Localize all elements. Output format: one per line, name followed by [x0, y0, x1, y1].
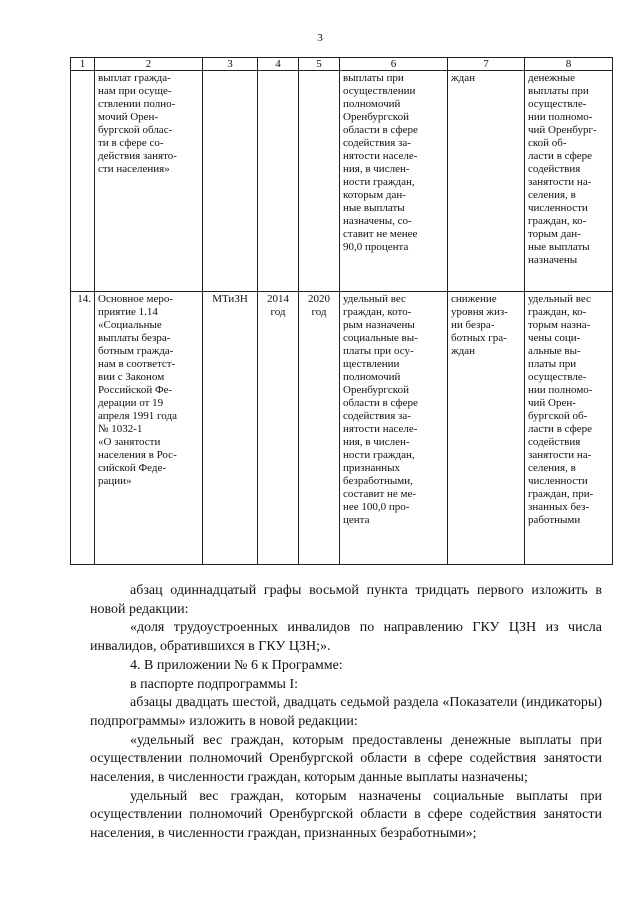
column-number-5: 5 [299, 58, 340, 71]
table-header-row [71, 58, 613, 71]
end-year: 2020 год [299, 292, 340, 565]
paragraph: удельный вес граждан, которым назначены социальные выплаты при осуществлении полномочий Оренбургской области в сфере содействия занятости населения, в численности граждан, признанных безработными»; [90, 788, 602, 842]
column-number-1: 1 [71, 58, 95, 71]
paragraph: 4. В приложении № 6 к Программе: [130, 657, 343, 673]
paragraph: абзацы двадцать шестой, двадцать седьмой раздела «Показатели (индикаторы) подпрограммы» изложить в новой редакции: [90, 695, 602, 729]
paragraph: абзац одиннадцатый графы восьмой пункта тридцать первого изложить в новой редакции: [90, 583, 602, 617]
column-number-8: 8 [525, 58, 613, 71]
page-number: 3 [317, 32, 323, 44]
paragraph: в паспорте подпрограммы I: [130, 676, 299, 692]
consequence: ждан [448, 71, 525, 292]
end-year [299, 71, 340, 292]
column-number-7: 7 [448, 58, 525, 71]
row-number [71, 71, 95, 292]
column-number-2: 2 [95, 58, 203, 71]
table-row [71, 71, 613, 292]
executor: МТиЗН [203, 292, 258, 565]
expected-result: выплаты при осуществлении полномочий Оренбургской области в сфере содействия за- нятости населе- ния, в числен- ности граждан, которым дан- ные выплаты назначены, со- ставит не менее 90,0 процента [340, 71, 448, 292]
paragraph: «удельный вес граждан, которым предоставлены денежные выплаты при осуществлении полномочий Оренбургской области в сфере содействия занятости населения, в численности граждан, которым данные выплаты назначены; [90, 732, 602, 786]
column-number-4: 4 [258, 58, 299, 71]
measure-name: выплат гражда- нам при осуще- ствлении полно- мочий Орен- бургской облас- ти в сфере со- действия занято- сти населения» [95, 71, 203, 292]
start-year [258, 71, 299, 292]
column-number-3: 3 [203, 58, 258, 71]
paragraph: «доля трудоустроенных инвалидов по направлению ГКУ ЦЗН из числа инвалидов, обратившихся в ГКУ ЦЗН;». [90, 620, 602, 655]
measure-name: Основное меро- приятие 1.14 «Социальные выплаты безра- ботным гражда- нам в соответст- вии с Законом Российской Фе- дерации от 19 апреля 1991 года № 1032-1 «О занятости населения в Рос- сийской Федe- рации» [95, 292, 203, 565]
executor [203, 71, 258, 292]
body-text [90, 582, 602, 844]
indicator-link: денежные выплаты при осуществле- нии полномо- чий Оренбург- ской об- ласти в сфере содействия занятости на- селения, в численности граждан, ко- торым дан- ные выплаты назначены [525, 71, 613, 292]
start-year: 2014 год [258, 292, 299, 565]
column-number-6: 6 [340, 58, 448, 71]
row-number: 14. [71, 292, 95, 565]
table-row [71, 292, 613, 565]
program-table [70, 57, 613, 565]
consequence: снижение уровня жиз- ни безра- ботных гра- ждан [448, 292, 525, 565]
expected-result: удельный вес граждан, кото- рым назначены социальные вы- платы при осу- ществлении полномочий Оренбургской области в сфере содействия за- нятости населе- ния, в числен- ности граждан, признанных безработными, составит не ме- нее 100,0 про- цента [340, 292, 448, 565]
indicator-link: удельный вес граждан, ко- торым назна- чены соци- альные вы- платы при осуществле- нии полномо- чий Орен- бургской об- ласти в сфере содействия занятости на- селения, в численности граждан, при- знанных без- работными [525, 292, 613, 565]
